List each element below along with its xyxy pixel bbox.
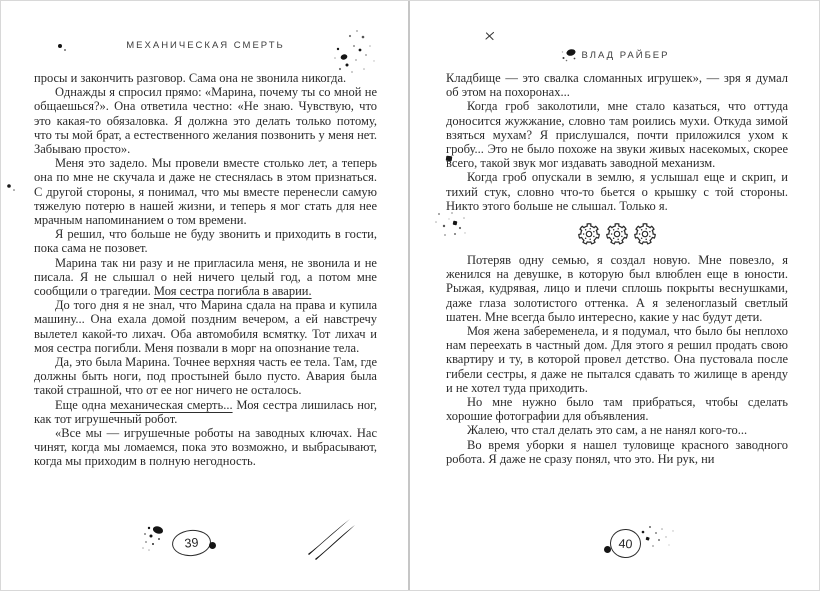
page-number-badge [171,528,212,557]
text-segment: Кладбище — это свалка сломанных игрушек», — зря я думал об этом на похоронах... [446,71,788,100]
ink-spray-icon [638,521,682,555]
paragraph [34,355,377,398]
running-header-left [34,40,377,51]
text-segment: Жалею, что стал делать это сам, а не нанял кого-то... [467,423,748,438]
paragraph [34,398,377,426]
text-segment: Когда гроб заколотили, мне стало казаться, что оттуда доносится жужжание, словно там роились мухи. Откуда зимой взяться мухам? Я прислушался, почти приложился ухом к гробу... Это не было похоже на звуки живых насекомых, скорее всего, такой звук мог издавать заводной механизм. [446,99,788,171]
underlined-phrase: механическая смерть... [109,397,233,412]
right-body-bottom [446,253,788,466]
right-page-body [446,71,788,531]
paragraph [34,426,377,469]
text-segment: просы и закончить разговор. Сама она не звонила никогда. [34,71,347,85]
paragraph [34,227,377,255]
page-number-badge [609,528,641,559]
text-segment: Моя сестра лишилась ног, как тот игрушечный робот. [34,397,377,426]
text-segment: Еще одна [55,397,110,412]
paragraph [446,395,788,423]
book-title-text: МЕХАНИЧЕСКАЯ СМЕРТЬ [126,40,285,51]
text-segment: Однажды я спросил прямо: «Марина, почему ты со мной не общаешься?». Она ответила честно: «Не знаю. Чувствую, что это какая-то обязаловка. Я должна это делать только потому, что ты мой брат, а естественного желания позвонить у меня нет. Забываю просто». [34,85,377,157]
gear-icon [605,222,629,246]
paragraph [34,85,377,156]
ink-dot-icon [209,542,216,549]
text-segment: Во время уборки я нашел туловище красного заводного робота. Я даже не сразу понял, что это. Ни рук, ни [446,437,788,466]
page-number: 40 [618,536,633,551]
text-segment: Меня это задело. Мы провели вместе столько лет, а теперь она по мне не скучала и даже не стеснялась в этом признаться. С другой стороны, я понимал, что мы вместе перенесли самую тяжелую потерю в нашей жизни, и теперь я мог стать для нее мрачным напоминанием о том времени. [34,156,377,228]
ink-splat-icon [560,47,578,63]
paragraph [34,298,377,355]
paragraph [446,170,788,213]
gear-icon [633,222,657,246]
ink-blot-icon [139,521,169,555]
margin-ink-dot-icon [5,181,19,195]
right-body-top [446,71,788,213]
running-header-right [443,47,786,66]
paragraph [446,253,788,324]
paragraph [446,324,788,395]
underlined-phrase: Моя сестра погибла в аварии. [153,284,312,299]
paragraph [446,438,788,466]
claw-scratch-icon [306,518,356,560]
text-segment: Когда гроб опускали в землю, я услышал еще и скрип, и тихий стук, словно что-то бьется о крышку с той стороны. Никто этого больше не слышал. Только я. [446,170,788,213]
text-segment: Марина так ни разу и не пригласила меня, не звонила и не писала. Я не слышал о ней ничего целый год, а потом мне сообщили о трагедии. [34,255,377,299]
paragraph [446,99,788,170]
right-page [410,1,820,591]
left-page [1,1,409,591]
x-mark-icon [485,31,495,41]
text-segment: Да, это была Марина. Точнее верхняя часть ее тела. Там, где должны быть ноги, под простыней было пусто. Авария была такой страшной, что от ее ног ничего не осталось. [34,355,377,398]
page-number: 39 [183,535,200,551]
text-segment: Моя жена забеременела, и я подумал, что было бы неплохо нам переехать в частный дом. Для этого я решил продать свою квартиру и ту, в которой провел детство. Она пустовала после гибели сестры, я даже не пытался сдавать то жилище в аренду и не хотел туда приходить. [446,324,788,395]
text-segment: Я решил, что больше не буду звонить и приходить в гости, пока сама не позовет. [34,227,377,256]
paragraph [446,71,788,99]
text-segment: Потеряв одну семью, я создал новую. Мне повезло, я женился на девушке, в которую был влюблен еще в юности. Рыжая, кудрявая, лицо и плечи сплошь покрыты веснушками, даже глаза золотистого оттенка. А я зеленоглазый светлый шатен. Мне всегда было интересно, какие у нас будут дети. [446,253,788,324]
paragraph [34,256,377,299]
author-name-text: ВЛАД РАЙБЕР [581,49,670,61]
text-segment: «Все мы — игрушечные роботы на заводных ключах. Нас чинят, когда мы ломаемся, пока это возможно, и выбрасывают, когда мы приходим в полную негодность. [34,426,377,469]
text-segment: Но мне нужно было там прибраться, чтобы сделать хорошие фотографии для объявления. [446,395,788,424]
paragraph [34,156,377,227]
text-segment: До того дня я не знал, что Марина сдала на права и купила машину... Она ехала домой поздним вечером, а ей навстречу вылетел какой-то лихач. Оба автомобиля всмятку. Тот лихач и моя сестра погибли. Меня позвали в морг на опознание тела. [34,298,377,355]
gear-icon [577,222,601,246]
paragraph [446,423,788,437]
paragraph [34,71,377,85]
gear-ornament [446,222,788,246]
left-page-body [34,71,377,531]
